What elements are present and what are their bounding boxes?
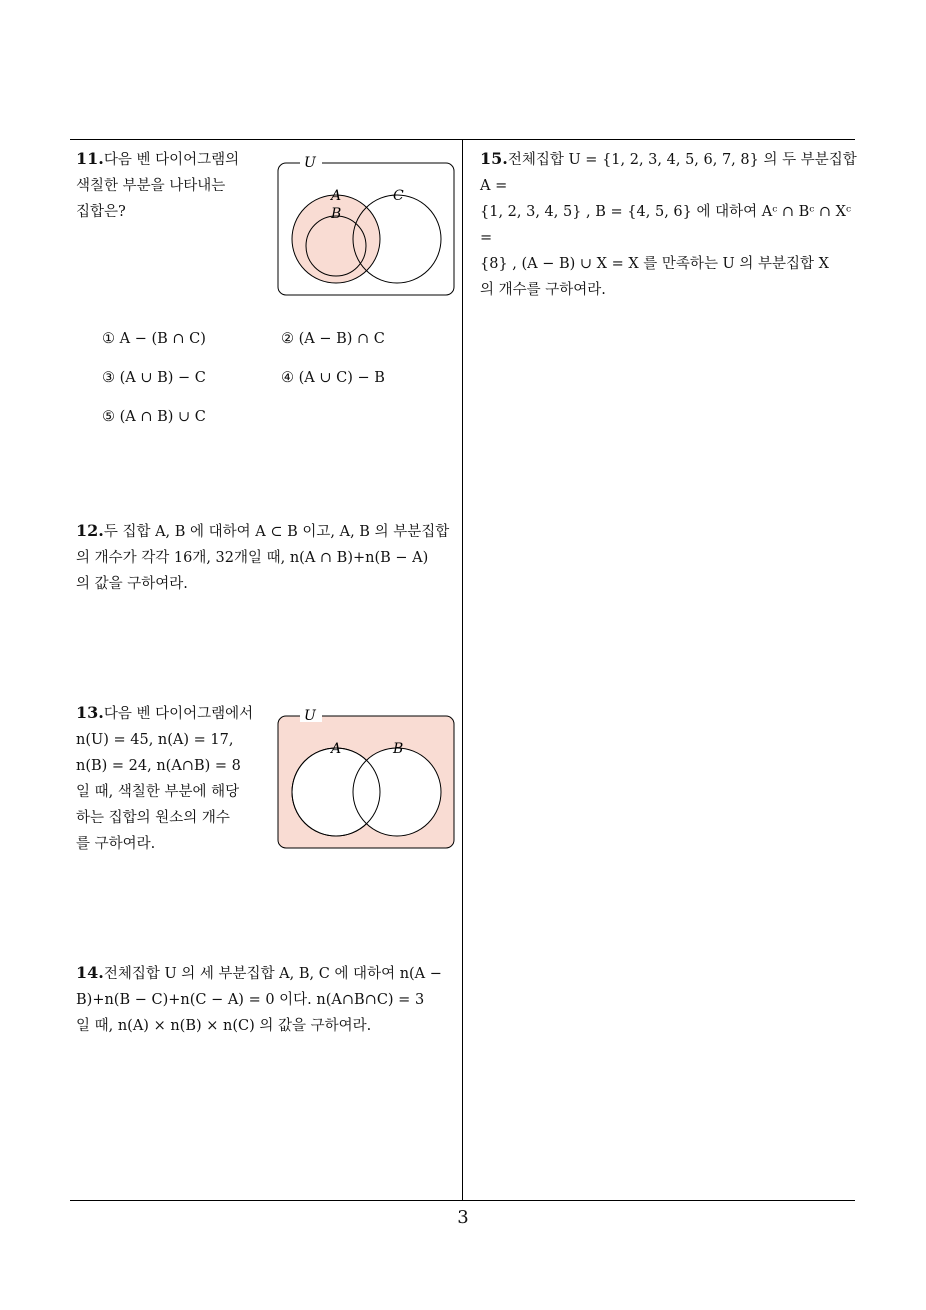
bottom-rule xyxy=(70,1200,855,1201)
column-divider xyxy=(462,139,463,1201)
venn-diagram-11 xyxy=(277,156,457,298)
label-u: U xyxy=(304,156,316,171)
question-number: 11. xyxy=(76,149,104,168)
question-text: 다음 벤 다이어그램에서 n(U) = 45, n(A) = 17, n(B) = 24, n(A∩B) = 8 일 때, 색칠한 부분에 해당 하는 집합의 원소의 개수 를 구하여라. xyxy=(76,706,254,852)
question-number: 12. xyxy=(76,521,104,540)
option-2[interactable]: ② (A − B) ∩ C xyxy=(281,331,385,347)
question-11 xyxy=(76,146,266,225)
label-a: A xyxy=(331,188,342,204)
option-5[interactable]: ⑤ (A ∩ B) ∪ C xyxy=(102,409,206,425)
question-15 xyxy=(480,146,864,303)
label-b: B xyxy=(331,206,342,222)
label-c: C xyxy=(393,188,404,204)
question-text: 전체집합 U 의 세 부분집합 A, B, C 에 대하여 n(A − B)+n(B − C)+n(C − A) = 0 이다. n(A∩B∩C) = 3 일 때, n(A) × n(B) × n(C) 의 값을 구하여라. xyxy=(76,966,442,1034)
option-4[interactable]: ④ (A ∪ C) − B xyxy=(281,370,385,386)
label-a: A xyxy=(331,741,342,757)
question-text: 두 집합 A, B 에 대하여 A ⊂ B 이고, A, B 의 부분집합 의 개수가 각각 16개, 32개일 때, n(A ∩ B)+n(B − A) 의 값을 구하여라. xyxy=(76,524,450,592)
option-3[interactable]: ③ (A ∪ B) − C xyxy=(102,370,206,386)
question-14 xyxy=(76,960,460,1039)
question-number: 14. xyxy=(76,963,104,982)
label-u: U xyxy=(304,709,316,724)
page-number: 3 xyxy=(457,1207,469,1228)
label-b: B xyxy=(393,741,404,757)
question-12 xyxy=(76,518,460,597)
question-number: 15. xyxy=(480,149,508,168)
venn-diagram-13 xyxy=(277,709,457,851)
question-text: 다음 벤 다이어그램의 색칠한 부분을 나타내는 집합은? xyxy=(76,152,240,220)
set-b-circle xyxy=(353,748,441,836)
question-text: 전체집합 U = {1, 2, 3, 4, 5, 6, 7, 8} 의 두 부분집합 A = {1, 2, 3, 4, 5} , B = {4, 5, 6} 에 대하여 Aᶜ ∩ Bᶜ ∩ Xᶜ = {8} , (A − B) ∪ X = X 를 만족하는 U 의 부분집합 X 의 개수를 구하여라. xyxy=(480,152,857,298)
option-1[interactable]: ① A − (B ∩ C) xyxy=(102,331,206,347)
question-13 xyxy=(76,700,268,857)
question-number: 13. xyxy=(76,703,104,722)
